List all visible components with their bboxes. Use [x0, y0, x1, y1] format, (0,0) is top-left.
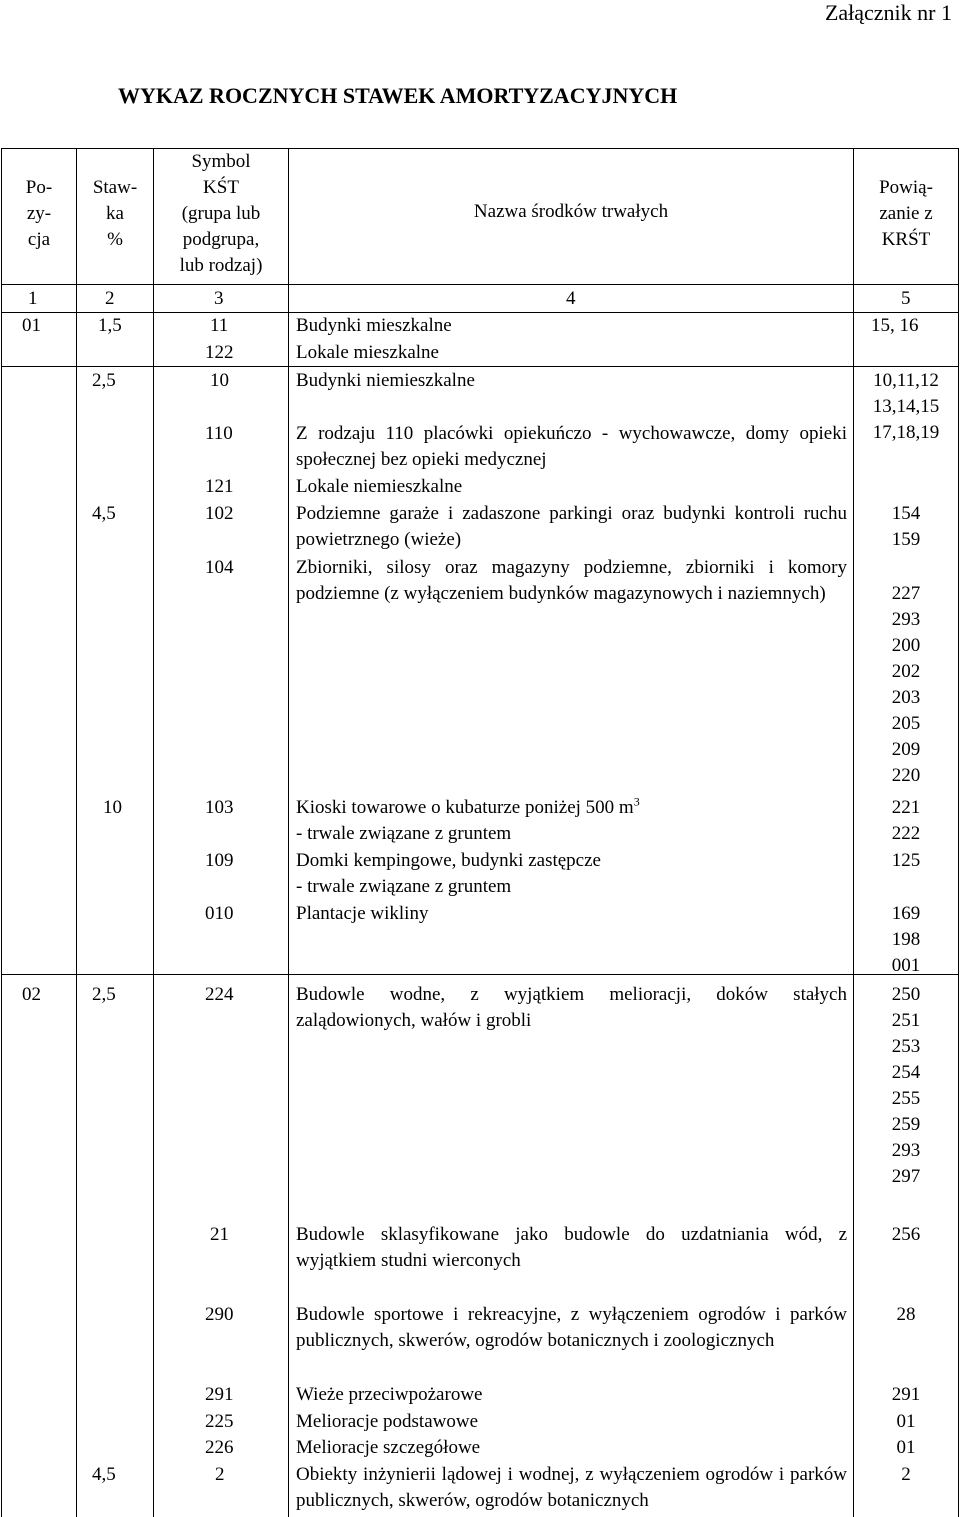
row-symbol: 2	[215, 1464, 225, 1485]
row-name: Lokale niemieszkalne	[296, 476, 463, 497]
row-link: 291	[891, 1384, 921, 1405]
row-symbol: 11	[210, 315, 229, 336]
row-rate: 2,5	[92, 370, 116, 391]
row-position: 02	[22, 984, 41, 1005]
row-symbol: 110	[205, 423, 233, 444]
header-bottom-border	[1, 284, 959, 285]
row-name: Zbiorniki, silosy oraz magazyny podziemne, zbiorniki i komory podziemne (z wyłączeniem budynków magazynowych i naziemnych)	[296, 557, 847, 604]
row-links: 221 222	[891, 797, 921, 844]
row-name: Lokale mieszkalne	[296, 342, 439, 363]
row-link: 01	[896, 1437, 916, 1458]
row-symbol: 21	[210, 1224, 229, 1245]
row-rate: 2,5	[92, 984, 116, 1005]
col-number-2: 2	[105, 288, 115, 309]
header-nazwa: Nazwa środków trwałych	[473, 201, 669, 222]
row-symbol: 103	[205, 797, 234, 818]
row-symbol: 122	[205, 342, 234, 363]
col-divider-1	[76, 148, 77, 1517]
row-name: Z rodzaju 110 placówki opiekuńczo - wychowawcze, domy opieki społecznej bez opieki medycznej	[296, 423, 847, 470]
col-divider-2	[153, 148, 154, 1517]
row-subnote: - trwale związane z gruntem	[296, 823, 512, 844]
col-divider-3	[288, 148, 289, 1517]
row-symbol: 224	[205, 984, 234, 1005]
col-number-1: 1	[28, 288, 38, 309]
row-name: Obiekty inżynierii lądowej i wodnej, z wyłączeniem ogrodów i parków publicznych, skwerów, ogrodów botanicznych	[296, 1464, 847, 1511]
attachment-label: Załącznik nr 1	[824, 0, 952, 25]
row-symbol: 226	[205, 1437, 234, 1458]
row-name: Plantacje wikliny	[296, 903, 429, 924]
row-name: Budynki mieszkalne	[296, 315, 452, 336]
row-link: 28	[896, 1304, 916, 1325]
header-powiazanie: Powią- zanie z KRŚT	[879, 177, 933, 250]
header-symbol: Symbol KŚT (grupa lub podgrupa, lub rodzaj)	[179, 151, 263, 276]
row-rate: 10	[103, 797, 122, 818]
row-link: 125	[891, 850, 921, 871]
row-subnote: - trwale związane z gruntem	[296, 876, 512, 897]
row-symbol: 10	[210, 370, 229, 391]
row-name: Podziemne garaże i zadaszone parkingi oraz budynki kontroli ruchu powietrznego (wieże)	[296, 503, 847, 550]
document-title: WYKAZ ROCZNYCH STAWEK AMORTYZACYJNYCH	[118, 83, 678, 108]
row-link: 256	[891, 1224, 921, 1245]
row-symbol: 291	[205, 1384, 234, 1405]
row-rate: 4,5	[92, 1464, 116, 1485]
row-symbol: 225	[205, 1411, 234, 1432]
header-pozycja: Po- zy- cja	[25, 177, 53, 250]
row-symbol: 121	[205, 476, 234, 497]
table-top-border	[1, 148, 959, 149]
numbers-row-border	[1, 312, 959, 313]
row-name: Budowle wodne, z wyjątkiem melioracji, doków stałych zalądowionych, wałów i grobli	[296, 984, 847, 1031]
row-symbol: 010	[205, 903, 234, 924]
row-name: Melioracje szczegółowe	[296, 1437, 481, 1458]
row-name: Budowle sportowe i rekreacyjne, z wyłączeniem ogrodów i parków publicznych, skwerów, ogrodów botanicznych i zoologicznych	[296, 1304, 847, 1351]
table-left-border	[1, 148, 2, 1517]
row-name: Budynki niemieszkalne	[296, 370, 475, 391]
row-name: Melioracje podstawowe	[296, 1411, 479, 1432]
row-links: 250 251 253 254 255 259 293 297	[891, 984, 921, 1187]
row-links: 169 198 001	[891, 903, 921, 976]
header-stawka: Staw- ka %	[92, 177, 138, 250]
group-02-border	[1, 974, 959, 975]
row-name: Kioski towarowe o kubaturze poniżej 500 $m^3$	[296, 794, 640, 818]
row-symbol: 104	[205, 557, 234, 578]
row-link: 15, 16	[871, 315, 919, 336]
col-divider-4	[853, 148, 854, 1517]
row-name: Domki kempingowe, budynki zastępcze	[296, 850, 601, 871]
row-links: 227 293 200 202 203 205 209 220	[891, 583, 921, 786]
row-links: 154 159	[891, 503, 921, 550]
group-01-border	[1, 366, 959, 367]
row-symbol: 102	[205, 503, 234, 524]
row-links: 10,11,12 13,14,15 17,18,19	[872, 370, 940, 443]
row-link: 01	[896, 1411, 916, 1432]
row-rate: 1,5	[98, 315, 122, 336]
col-number-4: 4	[566, 288, 576, 309]
col-number-5: 5	[901, 288, 911, 309]
row-name: Budowle sklasyfikowane jako budowle do uzdatniania wód, z wyjątkiem studni wierconych	[296, 1224, 847, 1271]
row-link: 2	[901, 1464, 911, 1485]
row-symbol: 109	[205, 850, 234, 871]
table-right-border	[958, 148, 959, 1517]
row-name: Wieże przeciwpożarowe	[296, 1384, 483, 1405]
row-symbol: 290	[205, 1304, 234, 1325]
col-number-3: 3	[214, 288, 224, 309]
row-position: 01	[22, 315, 41, 336]
row-rate: 4,5	[92, 503, 116, 524]
